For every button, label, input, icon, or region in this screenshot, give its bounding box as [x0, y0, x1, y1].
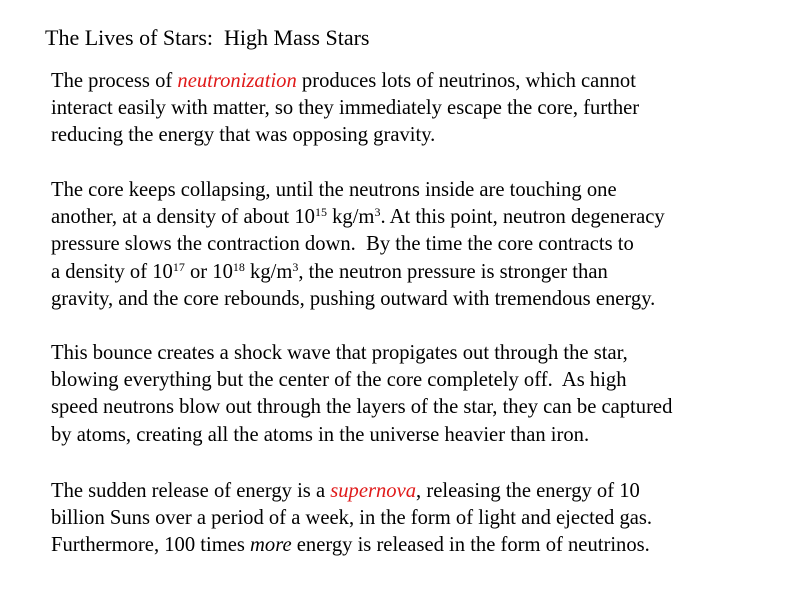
text-line: another, at a density of about $10^{15}$ $kg/m^3$. At this point, neutron degeneracy: [51, 205, 665, 229]
text-line: Furthermore, 100 times more energy is released in the form of neutrinos.: [51, 534, 650, 557]
exponent: 17: [172, 259, 185, 274]
text-line: blowing everything but the center of the core completely off. As high: [51, 369, 627, 392]
text-line: a density of $10^{17}$ or $10^{18}$ $kg/m^3$, the neutron pressure is stronger than: [51, 259, 608, 283]
text-line: The sudden release of energy is a supernova, releasing the energy of 10: [51, 480, 640, 502]
paragraph-neutronization: [51, 68, 791, 150]
text-line: The process of neutronization produces lots of neutrinos, which cannot: [51, 70, 636, 92]
term-neutronization: neutronization: [177, 70, 297, 92]
term-supernova: supernova: [330, 480, 417, 502]
exponent: 3: [374, 205, 381, 220]
paragraph-shock-wave: [51, 340, 791, 449]
paragraph-supernova: [51, 478, 791, 560]
emphasis-more: more: [250, 534, 292, 557]
exponent: 18: [232, 259, 245, 274]
text-line: pressure slows the contraction down. By the time the core contracts to: [51, 233, 634, 256]
text-line: billion Suns over a period of a week, in the form of light and ejected gas.: [51, 507, 653, 530]
text-line: gravity, and the core rebounds, pushing outward with tremendous energy.: [51, 287, 656, 310]
text-line: interact easily with matter, so they immediately escape the core, further: [51, 97, 640, 120]
text-line: This bounce creates a shock wave that propigates out through the star,: [51, 342, 628, 364]
text-line: by atoms, creating all the atoms in the universe heavier than iron.: [51, 423, 590, 446]
paragraph-core-collapse: [51, 177, 791, 313]
text-line: The core keeps collapsing, until the neutrons inside are touching one: [51, 179, 617, 201]
text-line: reducing the energy that was opposing gravity.: [51, 124, 436, 147]
text-line: speed neutrons blow out through the layers of the star, they can be captured: [51, 396, 673, 419]
slide-title: The Lives of Stars: High Mass Stars: [45, 25, 370, 50]
exponent: 15: [314, 205, 327, 220]
exponent: 3: [292, 259, 299, 274]
